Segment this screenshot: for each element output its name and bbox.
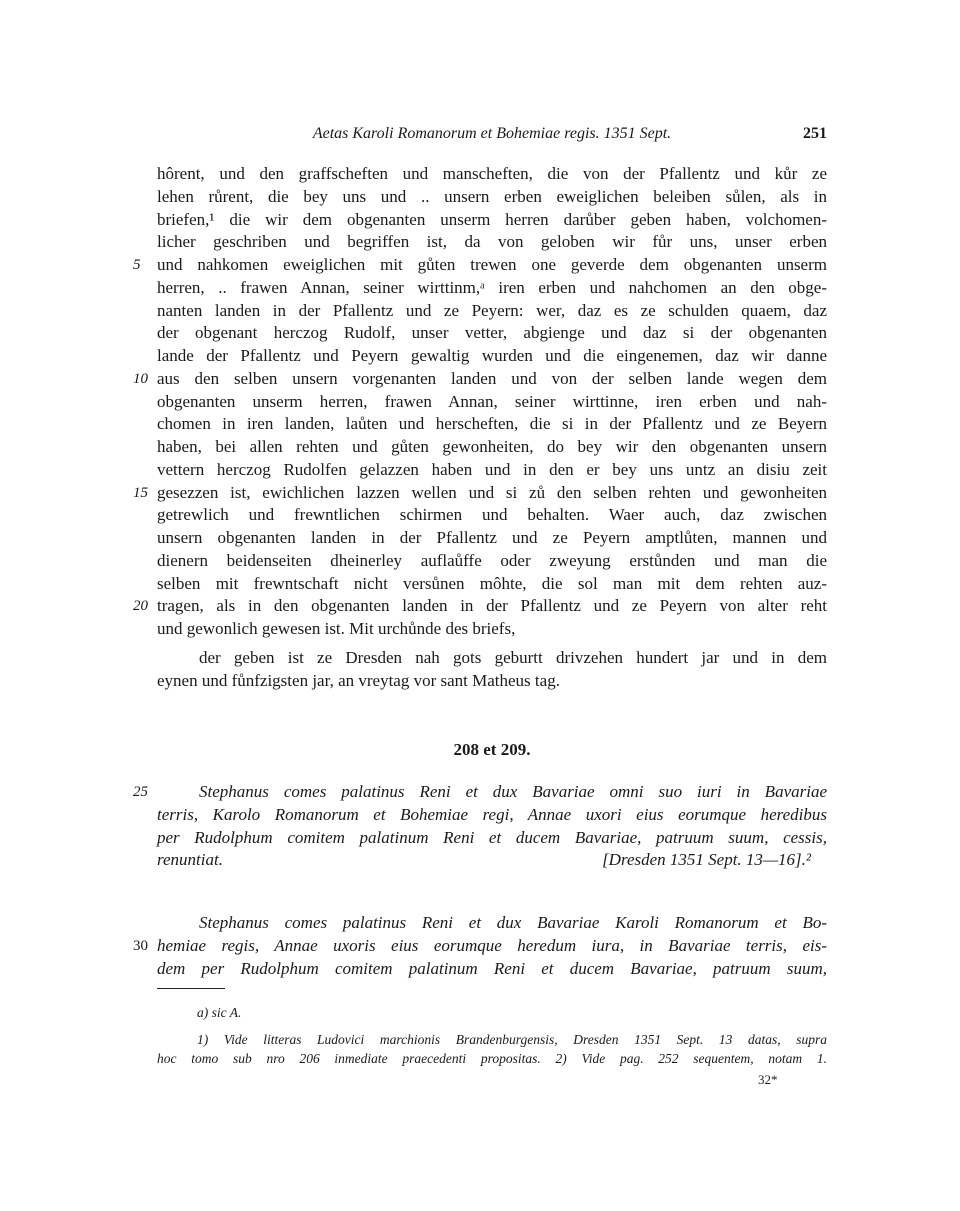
line-number: 10	[133, 370, 148, 387]
line-number: 20	[133, 598, 148, 615]
regest-line: terris, Karolo Romanorum et Bohemiae regi, Annae uxori eius eorumque heredibus	[157, 804, 827, 824]
text-line-content: chomen in iren landen, laůten und herscheften, die si in der Pfallentz und ze Beyern	[157, 414, 827, 434]
text-line	[133, 595, 827, 618]
text-line-content: vettern herczog Rudolfen gelazzen haben und in den er bey uns untz an disiu zeit	[157, 459, 827, 479]
regest-line-text: Stephanus comes palatinus Reni et dux Bavariae omni suo iuri in Bavariae	[199, 782, 827, 801]
regest-line: dem per Rudolphum comitem palatinum Reni et ducem Bavariae, patruum suum,	[157, 958, 827, 978]
text-line-content: briefen,¹ die wir dem obgenanten unserm herren darůber geben haben, volchomen-	[157, 209, 827, 229]
line-number: 15	[133, 484, 148, 501]
text-line-content: gesezzen ist, ewichlichen lazzen wellen und si zů den selben rehten und gewonheiten	[157, 482, 827, 502]
text-line	[157, 345, 827, 368]
text-line	[133, 254, 827, 277]
line-number: 30	[133, 937, 148, 954]
dating-clause	[157, 647, 827, 693]
text-line-content: dienern beidenseiten dheinerley auflaůffe oder zweyung erstůnden und man die	[157, 550, 827, 570]
text-line	[133, 482, 827, 505]
dating-line: der geben ist ze Dresden nah gots geburtt drivzehen hundert jar und in dem	[199, 648, 827, 667]
text-line	[157, 391, 827, 414]
text-line-content: und gewonlich gewesen ist. Mit urchůnde des briefs,	[157, 619, 516, 638]
text-line	[157, 550, 827, 573]
text-line	[157, 186, 827, 209]
regest-line: Stephanus comes palatinus Reni et dux Bavariae Karoli Romanorum et Bo-	[199, 913, 827, 932]
text-line	[157, 300, 827, 323]
text-line	[157, 527, 827, 550]
footnote-rule	[157, 988, 225, 989]
footnote-line: 1) Vide litteras Ludovici marchionis Brandenburgensis, Dresden 1351 Sept. 13 datas, supra	[197, 1032, 827, 1047]
text-line-content: unsern obgenanten landen in der Pfallentz und ze Peyern amptlůten, mannen und	[157, 528, 827, 547]
regest-date-line	[157, 849, 827, 872]
text-line	[157, 459, 827, 482]
dating-line: eynen und fůnfzigsten jar, an vreytag vor sant Matheus tag.	[157, 670, 560, 690]
text-line	[157, 322, 827, 345]
text-line-content: selben mit frewntschaft nicht versůnen môhte, die sol man mit dem rehten auz-	[157, 573, 827, 593]
text-line-content: nanten landen in der Pfallentz und ze Peyern: wer, daz es ze schulden quaem, daz	[157, 300, 827, 320]
text-line	[157, 163, 827, 186]
text-line	[157, 573, 827, 596]
running-head: Aetas Karoli Romanorum et Bohemiae regis. 1351 Sept.	[312, 125, 672, 142]
text-line-content: lande der Pfallentz und Peyern gewaltig wurden und die eingenemen, daz wir danne	[157, 346, 827, 365]
document-number: 208 et 209.	[453, 740, 531, 759]
text-line	[157, 413, 827, 436]
text-line	[157, 277, 827, 300]
text-line	[133, 368, 827, 391]
text-line-content: hôrent, und den graffscheften und manscheften, die von der Pfallentz und kůr ze	[157, 164, 827, 183]
regest-line-text: hemiae regis, Annae uxoris eius eorumque heredum iura, in Bavariae terris, eis-	[157, 935, 827, 955]
line-number: 25	[133, 784, 148, 800]
regest-1	[133, 781, 827, 872]
page-header	[157, 124, 827, 144]
regest-line-text: renuntiat.	[157, 850, 223, 870]
text-line-content: der obgenant herczog Rudolf, unser vetter, abgienge und daz si der obgenanten	[157, 323, 827, 343]
signature-mark: 32*	[758, 1072, 778, 1087]
main-text	[133, 163, 827, 641]
text-line-content: aus den selben unsern vorgenanten landen und von der selben lande wegen dem	[157, 368, 827, 388]
footnote-a: a) sic A.	[197, 1005, 242, 1020]
regest-line	[133, 935, 827, 958]
text-line	[157, 618, 827, 641]
text-line-content: lehen růrent, die bey uns und .. unsern erben eweiglichen beleiben sůlen, als in	[157, 186, 827, 206]
regest-date: [Dresden 1351 Sept. 13—16].²	[602, 850, 811, 870]
footnote-1	[157, 1030, 827, 1068]
text-line-content: getrewlich und frewntlichen schirmen und behalten. Waer auch, daz zwischen	[157, 505, 827, 525]
regest-line	[133, 781, 827, 804]
text-line-content: haben, bei allen rehten und gůten gewonheiten, do bey wir den obgenanten unsern	[157, 437, 827, 456]
text-line	[157, 209, 827, 232]
regest-2	[133, 912, 827, 980]
text-line-content: obgenanten unserm herren, frawen Annan, seiner wirttinne, iren erben und nah-	[157, 391, 827, 411]
text-line-content: licher geschriben und begriffen ist, da von geloben wir fůr uns, unser erben	[157, 232, 827, 252]
text-line-content: und nahkomen eweiglichen mit gůten trewen one geverde dem obgenanten unserm	[157, 255, 827, 274]
text-line	[157, 231, 827, 254]
footnote-line: hoc tomo sub nro 206 inmediate praecedenti propositas. 2) Vide pag. 252 sequentem, notam 1.	[157, 1051, 827, 1066]
text-line	[157, 436, 827, 459]
line-number: 5	[133, 257, 141, 273]
text-line-content: tragen, als in den obgenanten landen in der Pfallentz und ze Peyern von alter reht	[157, 596, 827, 616]
regest-line: per Rudolphum comitem palatinum Reni et ducem Bavariae, patruum suum, cessis,	[157, 827, 827, 847]
page-number: 251	[803, 125, 827, 142]
text-line-content: herren, .. frawen Annan, seiner wirttinm,ᵃ iren erben und nahchomen an den obge-	[157, 277, 827, 297]
text-line	[157, 504, 827, 527]
